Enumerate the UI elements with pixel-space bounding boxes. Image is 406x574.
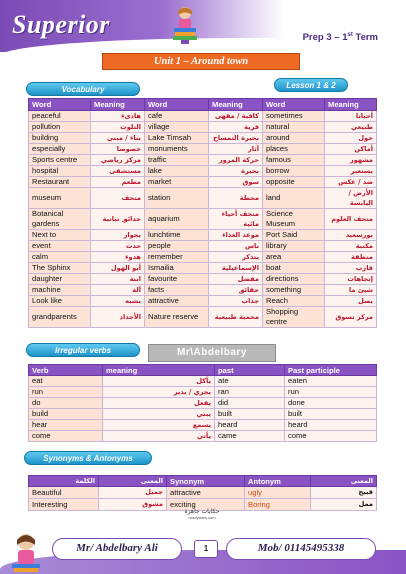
author-mobile: Mob/ 01145495338 xyxy=(226,538,376,560)
irregular-header-row xyxy=(29,365,377,376)
vocab-word: building xyxy=(29,133,91,144)
vocab-word: calm xyxy=(29,252,91,263)
vocab-meaning: يتذكر xyxy=(209,252,263,263)
vocabulary-row xyxy=(29,296,377,307)
col-header: الكلمة xyxy=(29,476,99,487)
vocab-word: favourite xyxy=(145,274,209,285)
vocab-meaning: مستشفى xyxy=(91,166,145,177)
vocabulary-row xyxy=(29,166,377,177)
vocab-meaning: بورسعيد xyxy=(325,230,377,241)
vocab-word: Science Museum xyxy=(263,209,325,230)
vocab-word: sometimes xyxy=(263,111,325,122)
vocab-word: The Sphinx xyxy=(29,263,91,274)
vocab-word: remember xyxy=(145,252,209,263)
logo-line-2: readytales.com xyxy=(188,515,216,520)
irregular-row xyxy=(29,376,377,387)
vocab-meaning: شيئ ما xyxy=(325,285,377,296)
vocab-meaning: بجوار xyxy=(91,230,145,241)
vocab-meaning: طبيعي xyxy=(325,122,377,133)
vocab-word: machine xyxy=(29,285,91,296)
synonyms-table xyxy=(28,475,377,511)
vocab-meaning: الأرض / اليابسة xyxy=(325,188,377,209)
vocab-word: facts xyxy=(145,285,209,296)
term-label: Prep 3 – 1st Term xyxy=(302,32,378,44)
col-header: Word xyxy=(29,99,91,111)
participle-cell: built xyxy=(285,409,377,420)
page-number: 1 xyxy=(194,540,218,558)
vocab-meaning: آثار xyxy=(209,144,263,155)
col-header: meaning xyxy=(103,365,215,376)
vocab-word: market xyxy=(145,177,209,188)
vocab-word: boat xyxy=(263,263,325,274)
vocab-word: opposite xyxy=(263,177,325,188)
vocabulary-row xyxy=(29,133,377,144)
vocab-meaning: بحيرة التمساح xyxy=(209,133,263,144)
col-header: Word xyxy=(145,99,209,111)
vocab-word: especially xyxy=(29,144,91,155)
irregular-verbs-table xyxy=(28,364,377,442)
vocab-word: places xyxy=(263,144,325,155)
vocab-word: traffic xyxy=(145,155,209,166)
vocab-meaning: حقائق xyxy=(209,285,263,296)
vocab-meaning: سوق xyxy=(209,177,263,188)
antonym-meaning: ممل xyxy=(311,499,377,511)
vocab-word: attractive xyxy=(145,296,209,307)
vocab-word: borrow xyxy=(263,166,325,177)
vocab-meaning: حدث xyxy=(91,241,145,252)
col-header: Synonym xyxy=(167,476,245,487)
verb-cell: run xyxy=(29,387,103,398)
past-cell: heard xyxy=(215,420,285,431)
vocab-meaning: جذاب xyxy=(209,296,263,307)
participle-cell: come xyxy=(285,431,377,442)
vocab-meaning: كافية / مقهى xyxy=(209,111,263,122)
section-vocabulary-label: Vocabulary xyxy=(26,82,140,96)
vocab-meaning: مشهور xyxy=(325,155,377,166)
participle-cell: heard xyxy=(285,420,377,431)
vocab-meaning: ابنة xyxy=(91,274,145,285)
author-watermark: Mr\Abdelbary xyxy=(148,344,276,362)
vocab-word: land xyxy=(263,188,325,209)
vocab-meaning: أماكن xyxy=(325,144,377,155)
irregular-row xyxy=(29,409,377,420)
vocab-word: directions xyxy=(263,274,325,285)
verb-meaning: يسمع xyxy=(103,420,215,431)
vocab-meaning: يستعير xyxy=(325,166,377,177)
synonym-row xyxy=(29,487,377,499)
logo-line-1: حكايات جاهزة xyxy=(184,508,220,515)
vocab-meaning: ضد / عكس xyxy=(325,177,377,188)
verb-meaning: يأتي xyxy=(103,431,215,442)
author-name: Mr/ Abdelbary Ali xyxy=(52,538,182,560)
vocabulary-row xyxy=(29,241,377,252)
vocab-word: Botanical gardens xyxy=(29,209,91,230)
vocab-meaning: أبو الهول xyxy=(91,263,145,274)
vocab-word: Look like xyxy=(29,296,91,307)
vocab-word: around xyxy=(263,133,325,144)
antonym-cell: ugly xyxy=(245,487,311,499)
synonyms-header-row xyxy=(29,476,377,487)
vocab-meaning: آلة xyxy=(91,285,145,296)
vocab-meaning: خصوصا xyxy=(91,144,145,155)
vocab-meaning: الأجداد xyxy=(91,307,145,328)
synonym-cell: exciting xyxy=(167,499,245,511)
vocab-meaning: يصل xyxy=(325,296,377,307)
col-header: Past participle xyxy=(285,365,377,376)
col-header: Word xyxy=(263,99,325,111)
col-header: past xyxy=(215,365,285,376)
vocabulary-row xyxy=(29,307,377,328)
vocab-meaning: مركز رياضي xyxy=(91,155,145,166)
vocabulary-row xyxy=(29,111,377,122)
vocab-meaning: حركة المرور xyxy=(209,155,263,166)
vocabulary-table xyxy=(28,98,377,328)
vocab-word: Reach xyxy=(263,296,325,307)
irregular-row xyxy=(29,431,377,442)
past-cell: did xyxy=(215,398,285,409)
col-header: المعنى xyxy=(311,476,377,487)
vocab-word: something xyxy=(263,285,325,296)
participle-cell: run xyxy=(285,387,377,398)
section-lesson-label: Lesson 1 & 2 xyxy=(274,78,348,92)
verb-cell: hear xyxy=(29,420,103,431)
vocab-word: natural xyxy=(263,122,325,133)
vocab-word: pollution xyxy=(29,122,91,133)
vocabulary-row xyxy=(29,188,377,209)
past-cell: ran xyxy=(215,387,285,398)
vocab-meaning: متحف العلوم xyxy=(325,209,377,230)
vocab-word: famous xyxy=(263,155,325,166)
vocab-word: lake xyxy=(145,166,209,177)
vocabulary-row xyxy=(29,274,377,285)
vocab-word: station xyxy=(145,188,209,209)
vocabulary-row xyxy=(29,209,377,230)
vocab-meaning: الإسماعيلية xyxy=(209,263,263,274)
vocab-word: peaceful xyxy=(29,111,91,122)
vocab-meaning: مفضل xyxy=(209,274,263,285)
col-header: Antonym xyxy=(245,476,311,487)
vocab-meaning: بناء / مبنى xyxy=(91,133,145,144)
vocab-meaning: محطة xyxy=(209,188,263,209)
vocab-word: hospital xyxy=(29,166,91,177)
vocabulary-row xyxy=(29,285,377,296)
syn-word: Interesting xyxy=(29,499,99,511)
footer xyxy=(0,530,406,574)
vocabulary-row xyxy=(29,263,377,274)
vocab-meaning: ناس xyxy=(209,241,263,252)
vocab-meaning: مكتبة xyxy=(325,241,377,252)
verb-cell: come xyxy=(29,431,103,442)
vocab-word: museum xyxy=(29,188,91,209)
section-synonyms-label: Synonyms & Antonyms xyxy=(24,451,152,465)
vocab-word: lunchtime xyxy=(145,230,209,241)
irregular-row xyxy=(29,387,377,398)
vocab-word: Sports centre xyxy=(29,155,91,166)
vocab-meaning: إتجاهات xyxy=(325,274,377,285)
vocab-meaning: أحيانا xyxy=(325,111,377,122)
vocab-meaning: مركز تسوق xyxy=(325,307,377,328)
verb-cell: eat xyxy=(29,376,103,387)
col-header: Meaning xyxy=(325,99,377,111)
vocab-word: aquarium xyxy=(145,209,209,230)
vocab-meaning: هدوء xyxy=(91,252,145,263)
irregular-row xyxy=(29,398,377,409)
vocab-meaning: يشبه xyxy=(91,296,145,307)
verb-cell: do xyxy=(29,398,103,409)
antonym-meaning: قبيح xyxy=(311,487,377,499)
vocab-meaning: متحف xyxy=(91,188,145,209)
vocab-meaning: حول xyxy=(325,133,377,144)
vocab-meaning: قارب xyxy=(325,263,377,274)
vocabulary-row xyxy=(29,230,377,241)
vocab-word: daughter xyxy=(29,274,91,285)
vocab-meaning: التلوث xyxy=(91,122,145,133)
vocab-meaning: حدائق نباتية xyxy=(91,209,145,230)
vocab-meaning: متحف أحياء مائية xyxy=(209,209,263,230)
past-cell: built xyxy=(215,409,285,420)
past-cell: came xyxy=(215,431,285,442)
brand-title: Superior xyxy=(12,10,110,39)
section-irregular-label: Irregular verbs xyxy=(26,343,140,357)
participle-cell: done xyxy=(285,398,377,409)
vocab-word: Port Said xyxy=(263,230,325,241)
vocab-meaning: موعد الغذاء xyxy=(209,230,263,241)
antonym-cell: Boring xyxy=(245,499,311,511)
vocabulary-row xyxy=(29,177,377,188)
vocab-meaning: بحيرة xyxy=(209,166,263,177)
col-header: Verb xyxy=(29,365,103,376)
vocab-meaning: منطقة xyxy=(325,252,377,263)
vocabulary-row xyxy=(29,144,377,155)
vocab-word: grandparents xyxy=(29,307,91,328)
vocab-word: village xyxy=(145,122,209,133)
verb-meaning: يبني xyxy=(103,409,215,420)
girl-reading-books-icon xyxy=(168,4,202,44)
verb-cell: build xyxy=(29,409,103,420)
vocab-meaning: هادىء xyxy=(91,111,145,122)
verb-meaning: يفعل xyxy=(103,398,215,409)
vocab-word: people xyxy=(145,241,209,252)
vocab-word: area xyxy=(263,252,325,263)
verb-meaning: يأكل xyxy=(103,376,215,387)
book-logo-icon xyxy=(176,508,228,528)
unit-title: Unit 1 – Around town xyxy=(102,53,300,70)
vocab-meaning: محمية طبيعية xyxy=(209,307,263,328)
vocabulary-header-row xyxy=(29,99,377,111)
vocab-word: monuments xyxy=(145,144,209,155)
vocab-meaning: مطعم xyxy=(91,177,145,188)
vocab-word: cafe xyxy=(145,111,209,122)
vocab-word: library xyxy=(263,241,325,252)
synonym-cell: attractive xyxy=(167,487,245,499)
vocab-word: Lake Timsah xyxy=(145,133,209,144)
girl-with-books-icon xyxy=(4,530,48,574)
vocabulary-row xyxy=(29,122,377,133)
verb-meaning: يجري / يدير xyxy=(103,387,215,398)
past-cell: ate xyxy=(215,376,285,387)
vocab-word: Shopping centre xyxy=(263,307,325,328)
vocab-word: Restaurant xyxy=(29,177,91,188)
vocabulary-row xyxy=(29,252,377,263)
participle-cell: eaten xyxy=(285,376,377,387)
vocab-word: event xyxy=(29,241,91,252)
irregular-row xyxy=(29,420,377,431)
syn-word: Beautiful xyxy=(29,487,99,499)
col-header: المعنى xyxy=(99,476,167,487)
vocabulary-row xyxy=(29,155,377,166)
syn-word-meaning: مشوق xyxy=(99,499,167,511)
col-header: Meaning xyxy=(91,99,145,111)
vocab-meaning: قرية xyxy=(209,122,263,133)
vocab-word: Nature reserve xyxy=(145,307,209,328)
syn-word-meaning: جميل xyxy=(99,487,167,499)
col-header: Meaning xyxy=(209,99,263,111)
vocab-word: Ismailia xyxy=(145,263,209,274)
vocab-word: Next to xyxy=(29,230,91,241)
